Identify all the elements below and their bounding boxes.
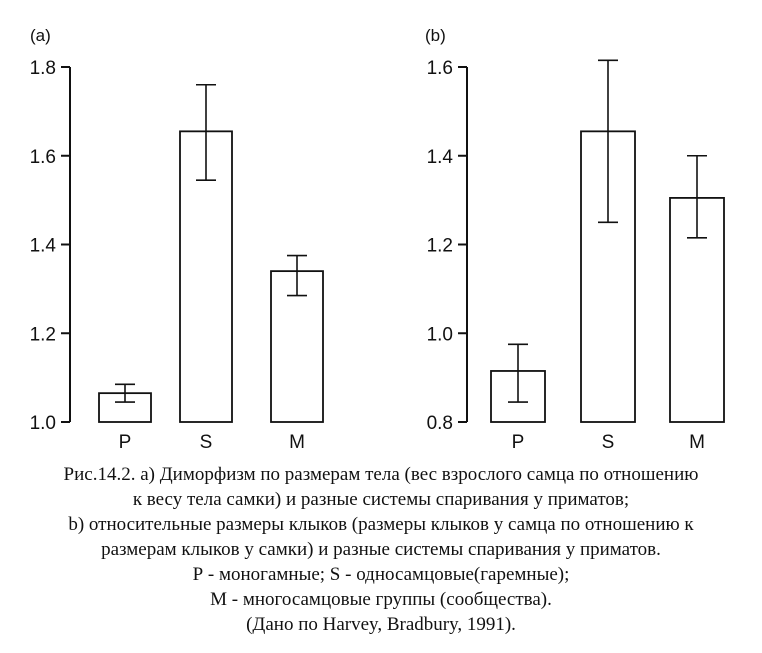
y-tick-label: 1.2 bbox=[426, 235, 453, 257]
y-tick-label: 1.6 bbox=[29, 146, 56, 168]
y-tick-label: 1.4 bbox=[426, 146, 453, 168]
caption-line-4: размерам клыков у самки) и разные системы спаривания у приматов. bbox=[101, 539, 661, 560]
caption-line-2: к весу тела самки) и разные системы спаривания у приматов; bbox=[132, 489, 630, 510]
panel-label: (b) bbox=[425, 26, 446, 45]
x-category-label: M bbox=[689, 432, 705, 453]
x-category-label: P bbox=[118, 432, 132, 453]
caption-line-7: (Дано по Harvey, Bradbury, 1991). bbox=[246, 614, 516, 635]
caption-line-3: b) относительные размеры клыков (размеры клыков у самца по отношению к bbox=[68, 514, 694, 535]
y-tick-label: 1.0 bbox=[29, 413, 56, 434]
x-category-label: S bbox=[199, 432, 213, 453]
y-tick-label: 1.2 bbox=[29, 324, 56, 346]
x-category-label: M bbox=[289, 432, 305, 453]
y-tick-label: 1.6 bbox=[426, 58, 453, 79]
y-tick-label: 1.8 bbox=[29, 58, 56, 79]
y-tick-label: 0.8 bbox=[426, 413, 453, 434]
caption-line-1: Рис.14.2. а) Диморфизм по размерам тела (вес взрослого самца по отношению bbox=[63, 464, 699, 485]
caption-line-5: Р - моногамные; S - односамцовые(гаремные); bbox=[192, 564, 570, 585]
y-tick-label: 1.4 bbox=[29, 235, 56, 257]
caption-line-6: М - многосамцовые группы (сообщества). bbox=[210, 589, 552, 610]
x-category-label: S bbox=[601, 432, 615, 453]
chart-panel-a bbox=[30, 26, 323, 453]
y-tick-label: 1.0 bbox=[426, 324, 453, 346]
x-category-label: P bbox=[511, 432, 525, 453]
chart-panel-b bbox=[425, 26, 724, 453]
figure-caption bbox=[0, 462, 762, 637]
panel-label: (a) bbox=[30, 26, 51, 45]
